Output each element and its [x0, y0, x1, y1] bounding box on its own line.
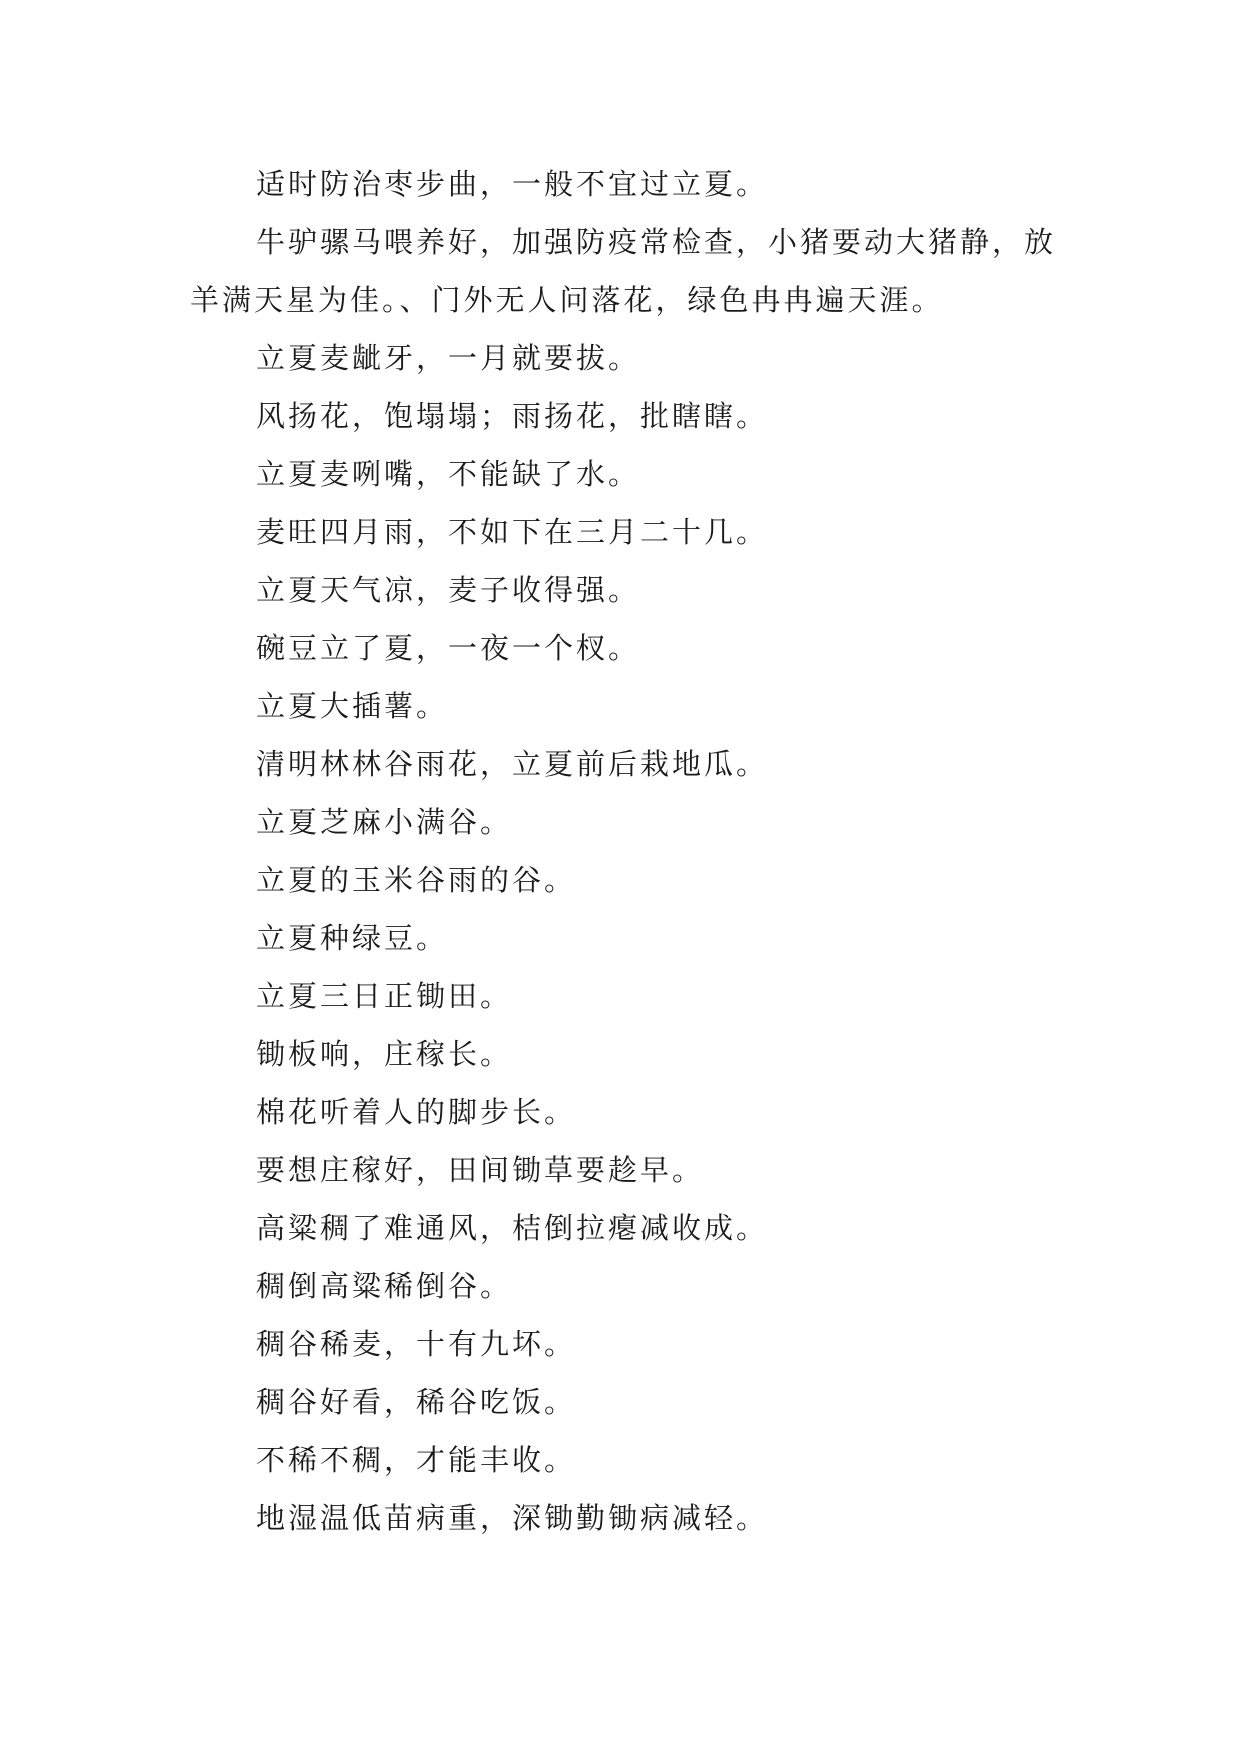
paragraph: 立夏麦龇牙，一月就要拔。 — [256, 341, 641, 375]
paragraph: 风扬花，饱塌塌；雨扬花，批瞎瞎。 — [256, 399, 769, 433]
paragraph: 要想庄稼好，田间锄草要趁早。 — [256, 1153, 705, 1187]
paragraph: 地湿温低苗病重，深锄勤锄病减轻。 — [256, 1501, 769, 1535]
paragraph: 立夏天气凉，麦子收得强。 — [256, 573, 641, 607]
paragraph: 碗豆立了夏，一夜一个杈。 — [256, 631, 641, 665]
paragraph: 清明林林谷雨花，立夏前后栽地瓜。 — [256, 747, 769, 781]
paragraph: 稠谷稀麦，十有九坏。 — [256, 1327, 577, 1361]
paragraph: 不稀不稠，才能丰收。 — [256, 1443, 577, 1477]
paragraph: 棉花听着人的脚步长。 — [256, 1095, 577, 1129]
paragraph: 立夏的玉米谷雨的谷。 — [256, 863, 577, 897]
paragraph: 牛驴骡马喂养好，加强防疫常检查，小猪要动大猪静，放羊满天星为佳。、门外无人问落花，绿色冉冉遍天涯。 — [190, 225, 1057, 317]
paragraph: 立夏种绿豆。 — [256, 921, 449, 955]
paragraph: 稠倒高粱稀倒谷。 — [256, 1269, 513, 1303]
paragraph: 立夏麦咧嘴，不能缺了水。 — [256, 457, 641, 491]
paragraph: 麦旺四月雨，不如下在三月二十几。 — [256, 515, 769, 549]
paragraph: 立夏三日正锄田。 — [256, 979, 513, 1013]
paragraph: 适时防治枣步曲，一般不宜过立夏。 — [256, 167, 769, 201]
paragraph: 立夏大插薯。 — [256, 689, 449, 723]
paragraph: 高粱稠了难通风，桔倒拉瘪减收成。 — [256, 1211, 769, 1245]
paragraph: 立夏芝麻小满谷。 — [256, 805, 513, 839]
paragraph: 稠谷好看，稀谷吃饭。 — [256, 1385, 577, 1419]
document-body — [190, 155, 1070, 1547]
paragraph: 锄板响，庄稼长。 — [256, 1037, 513, 1071]
